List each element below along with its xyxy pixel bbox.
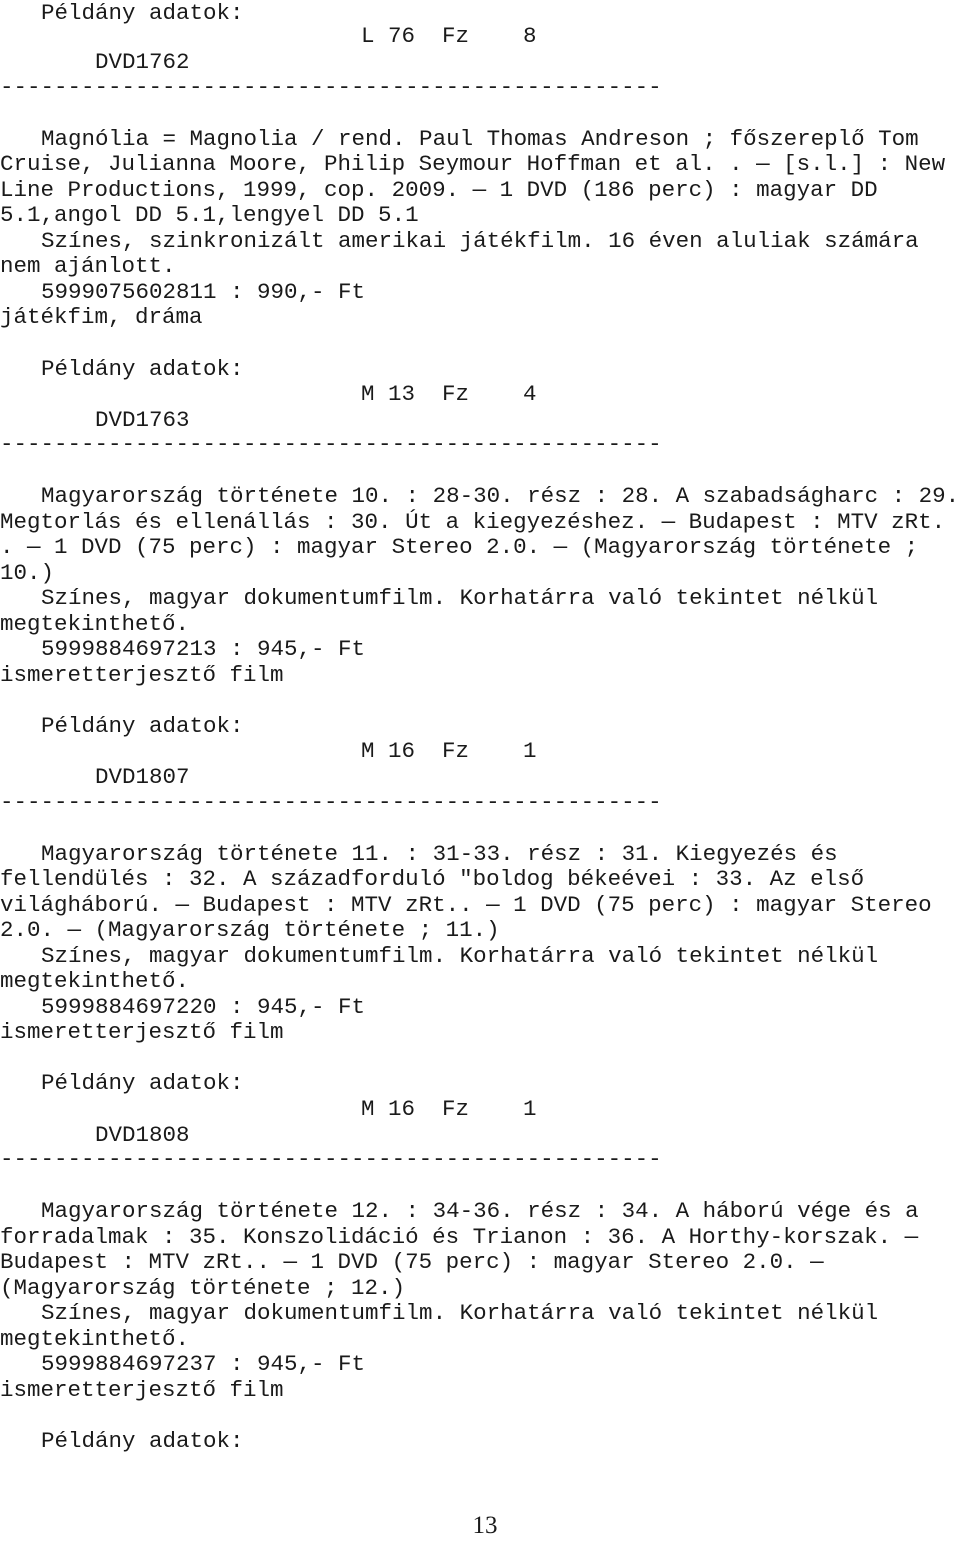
- copy-data-label: Példány adatok:: [41, 0, 244, 26]
- location: Fz: [442, 381, 470, 407]
- copy-data-row: [41, 381, 537, 433]
- copy-id: DVD1808: [95, 1122, 190, 1148]
- copy-count: 4: [523, 381, 537, 407]
- record-desc-line: Budapest : MTV zRt.. — 1 DVD (75 perc) : magyar Stereo 2.0. —: [0, 1249, 824, 1275]
- record-note-line: Színes, magyar dokumentumfilm. Korhatárra való tekintet nélkül: [41, 1300, 879, 1326]
- record-note-line: Színes, szinkronizált amerikai játékfilm. 16 éven aluliak számára: [41, 228, 919, 254]
- record-price: 5999884697237 : 945,- Ft: [41, 1351, 366, 1377]
- copy-data-label: Példány adatok:: [41, 1070, 244, 1096]
- record-genre: ismeretterjesztő film: [0, 1019, 284, 1045]
- copy-data-row: [41, 23, 537, 75]
- record-desc-line: 2.0. — (Magyarország története ; 11.): [0, 917, 500, 943]
- record-title-line: Magyarország története 10. : 28-30. rész : 28. A szabadságharc : 29.: [41, 483, 960, 509]
- copy-data-label: Példány adatok:: [41, 356, 244, 382]
- record-title-line: Magnólia = Magnolia / rend. Paul Thomas Andreson ; főszereplő Tom: [41, 126, 919, 152]
- location: Fz: [442, 23, 470, 49]
- record-price: 5999075602811 : 990,- Ft: [41, 279, 366, 305]
- record-note-line: megtekinthető.: [0, 611, 190, 637]
- copy-data-row: [41, 738, 537, 790]
- shelf-mark: M 13: [361, 381, 416, 407]
- record-desc-line: világháború. — Budapest : MTV zRt.. — 1 DVD (75 perc) : magyar Stereo: [0, 892, 932, 918]
- record-title-line: Magyarország története 12. : 34-36. rész : 34. A háború vége és a: [41, 1198, 919, 1224]
- record-genre: ismeretterjesztő film: [0, 1377, 284, 1403]
- separator-rule: -------------------------------------------------: [0, 431, 662, 457]
- record-price: 5999884697213 : 945,- Ft: [41, 636, 366, 662]
- record-genre: játékfim, dráma: [0, 304, 203, 330]
- record-title-line: Magyarország története 11. : 31-33. rész : 31. Kiegyezés és: [41, 841, 838, 867]
- record-desc-line: (Magyarország története ; 12.): [0, 1275, 406, 1301]
- location: Fz: [442, 1096, 470, 1122]
- copy-count: 8: [523, 23, 537, 49]
- record-desc-line: forradalmak : 35. Konszolidáció és Trianon : 36. A Horthy-korszak. —: [0, 1224, 919, 1250]
- record-genre: ismeretterjesztő film: [0, 662, 284, 688]
- record-desc-line: . — 1 DVD (75 perc) : magyar Stereo 2.0. — (Magyarország története ;: [0, 534, 919, 560]
- record-desc-line: Cruise, Julianna Moore, Philip Seymour Hoffman et al. . — [s.l.] : New: [0, 151, 946, 177]
- copy-count: 1: [523, 1096, 537, 1122]
- record-note-line: megtekinthető.: [0, 1326, 190, 1352]
- record-note-line: megtekinthető.: [0, 968, 190, 994]
- copy-data-label: Példány adatok:: [41, 1428, 244, 1454]
- record-desc-line: 10.): [0, 560, 55, 586]
- shelf-mark: L 76: [361, 23, 416, 49]
- location: Fz: [442, 738, 470, 764]
- record-price: 5999884697220 : 945,- Ft: [41, 994, 366, 1020]
- record-note-line: Színes, magyar dokumentumfilm. Korhatárra való tekintet nélkül: [41, 585, 879, 611]
- separator-rule: -------------------------------------------------: [0, 74, 662, 100]
- copy-id: DVD1807: [95, 764, 190, 790]
- record-desc-line: fellendülés : 32. A századforduló "boldog békeévei : 33. Az első: [0, 866, 865, 892]
- copy-id: DVD1762: [95, 49, 190, 75]
- separator-rule: -------------------------------------------------: [0, 1146, 662, 1172]
- page-number: 13: [472, 1512, 498, 1539]
- copy-data-row: [41, 1096, 537, 1148]
- record-desc-line: Megtorlás és ellenállás : 30. Út a kiegyezéshez. — Budapest : MTV zRt.: [0, 509, 946, 535]
- separator-rule: -------------------------------------------------: [0, 789, 662, 815]
- record-note-line: nem ajánlott.: [0, 253, 176, 279]
- shelf-mark: M 16: [361, 1096, 416, 1122]
- copy-count: 1: [523, 738, 537, 764]
- shelf-mark: M 16: [361, 738, 416, 764]
- copy-id: DVD1763: [95, 407, 190, 433]
- record-desc-line: Line Productions, 1999, cop. 2009. — 1 DVD (186 perc) : magyar DD: [0, 177, 878, 203]
- record-desc-line: 5.1,angol DD 5.1,lengyel DD 5.1: [0, 202, 419, 228]
- copy-data-label: Példány adatok:: [41, 713, 244, 739]
- record-note-line: Színes, magyar dokumentumfilm. Korhatárra való tekintet nélkül: [41, 943, 879, 969]
